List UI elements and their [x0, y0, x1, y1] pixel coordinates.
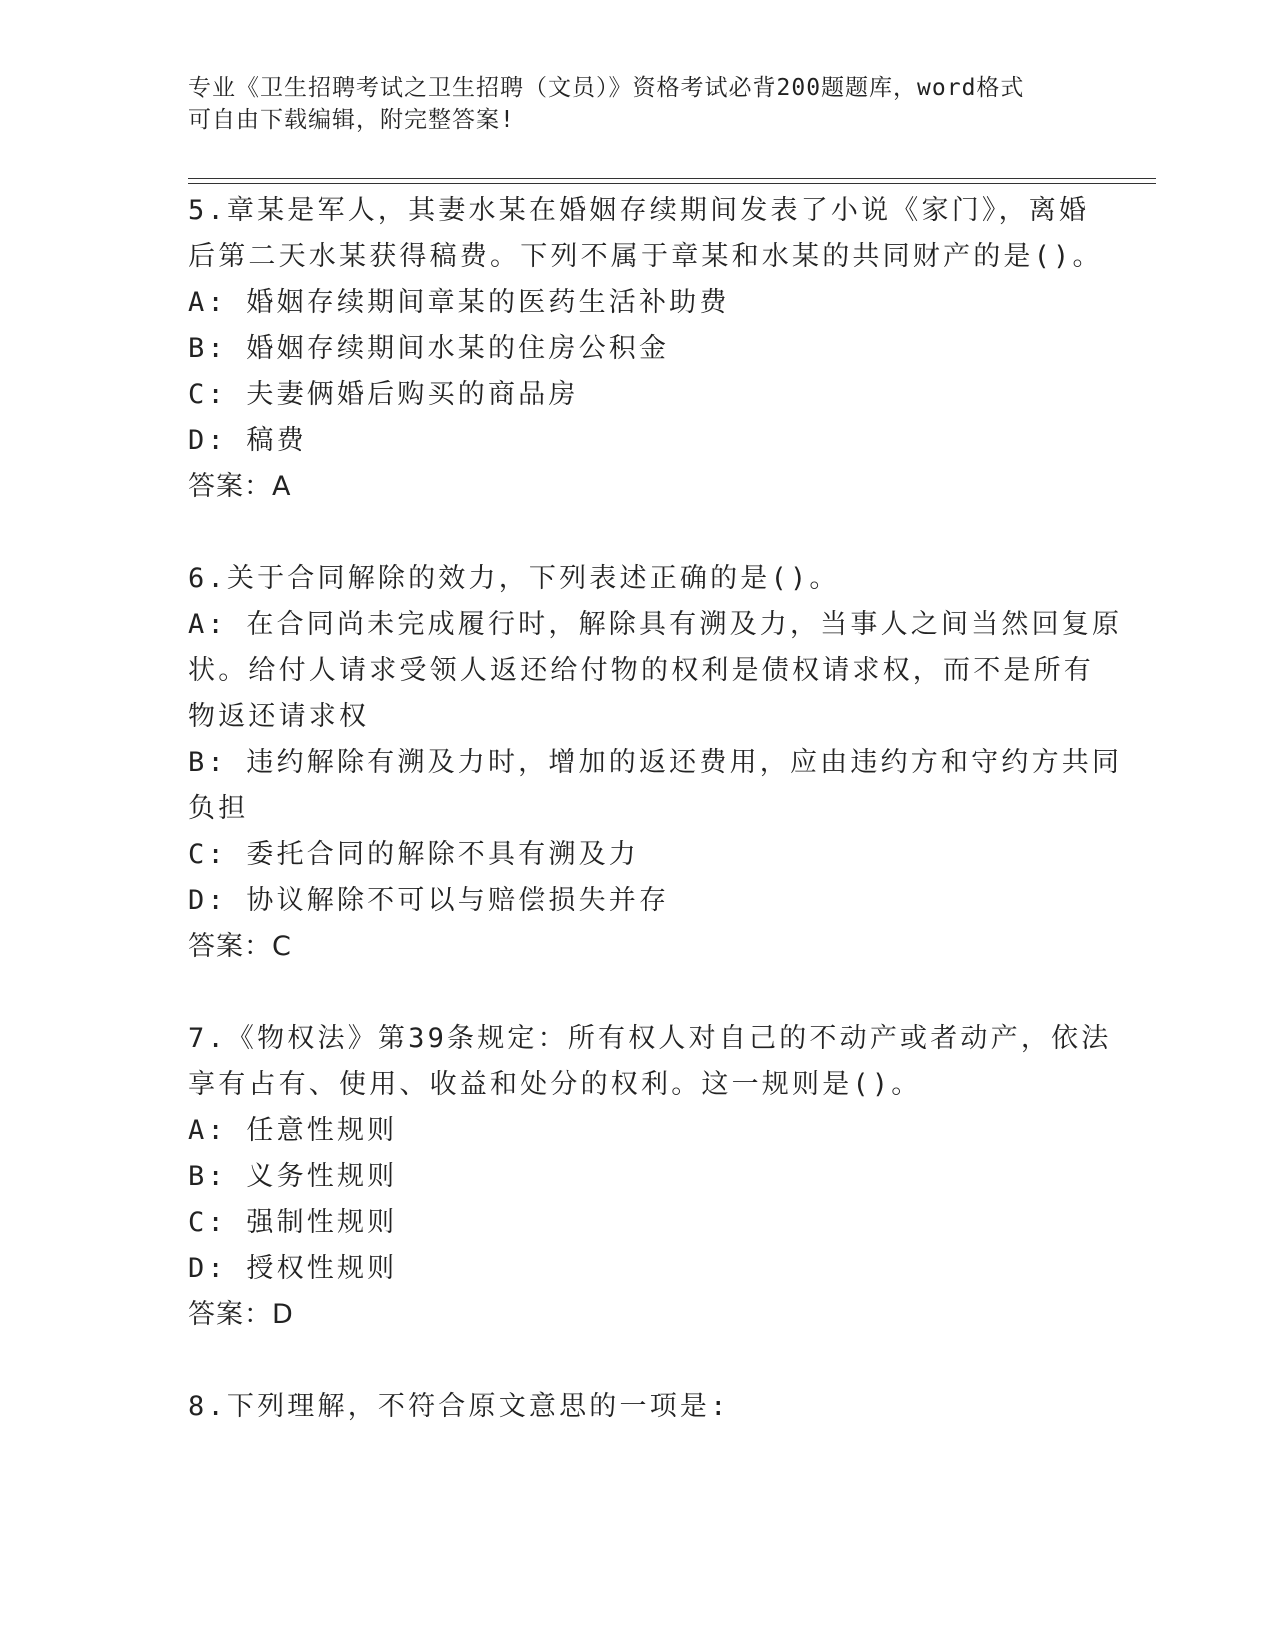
question-7-option-c: C: 强制性规则	[188, 1207, 398, 1238]
question-7-option-d: D: 授权性规则	[188, 1253, 398, 1284]
question-list	[188, 188, 1123, 1476]
question-6-stem-line-1: 6.关于合同解除的效力，下列表述正确的是()。	[188, 563, 840, 594]
question-6-option-b-line-1: B: 违约解除有溯及力时，增加的返还费用，应由违约方和守约方共同	[188, 747, 1123, 778]
question-5-stem-line-2: 后第二天水某获得稿费。下列不属于章某和水某的共同财产的是()。	[188, 241, 1103, 272]
question-5-option-b: B: 婚姻存续期间水某的住房公积金	[188, 333, 670, 364]
question-6-option-b-line-2: 负担	[188, 793, 249, 824]
question-5-option-c: C: 夫妻俩婚后购买的商品房	[188, 379, 579, 410]
header-divider-bottom	[188, 183, 1156, 184]
question-6-option-d: D: 协议解除不可以与赔偿损失并存	[188, 885, 670, 916]
question-5-option-a: A: 婚姻存续期间章某的医药生活补助费	[188, 287, 730, 318]
question-6-option-a-line-1: A: 在合同尚未完成履行时，解除具有溯及力，当事人之间当然回复原	[188, 609, 1123, 640]
question-7-stem-line-1: 7.《物权法》第39条规定：所有权人对自己的不动产或者动产，依法	[188, 1023, 1112, 1054]
document-header	[188, 72, 1078, 136]
question-7-stem-line-2: 享有占有、使用、收益和处分的权利。这一规则是()。	[188, 1069, 922, 1100]
question-5-option-d: D: 稿费	[188, 425, 307, 456]
question-8-stem-line-1: 8.下列理解，不符合原文意思的一项是:	[188, 1391, 730, 1422]
question-6-option-c: C: 委托合同的解除不具有溯及力	[188, 839, 639, 870]
question-7-answer: 答案：D	[188, 1299, 294, 1330]
question-7-option-b: B: 义务性规则	[188, 1161, 398, 1192]
question-5-answer: 答案：A	[188, 471, 292, 502]
header-line-2: 可自由下载编辑，附完整答案!	[188, 107, 515, 133]
header-divider-top	[188, 178, 1156, 179]
question-7-option-a: A: 任意性规则	[188, 1115, 398, 1146]
header-line-1: 专业《卫生招聘考试之卫生招聘（文员）》资格考试必背200题题库，word格式	[188, 75, 1025, 101]
question-6-option-a-line-3: 物返还请求权	[188, 701, 370, 732]
question-7	[188, 1016, 1112, 1338]
question-6	[188, 556, 1123, 970]
question-5	[188, 188, 1103, 510]
question-6-answer: 答案：C	[188, 931, 292, 962]
question-8	[188, 1384, 1088, 1430]
question-5-stem-line-1: 5.章某是军人，其妻水某在婚姻存续期间发表了小说《家门》，离婚	[188, 195, 1090, 226]
question-6-option-a-line-2: 状。给付人请求受领人返还给付物的权利是债权请求权，而不是所有	[188, 655, 1094, 686]
